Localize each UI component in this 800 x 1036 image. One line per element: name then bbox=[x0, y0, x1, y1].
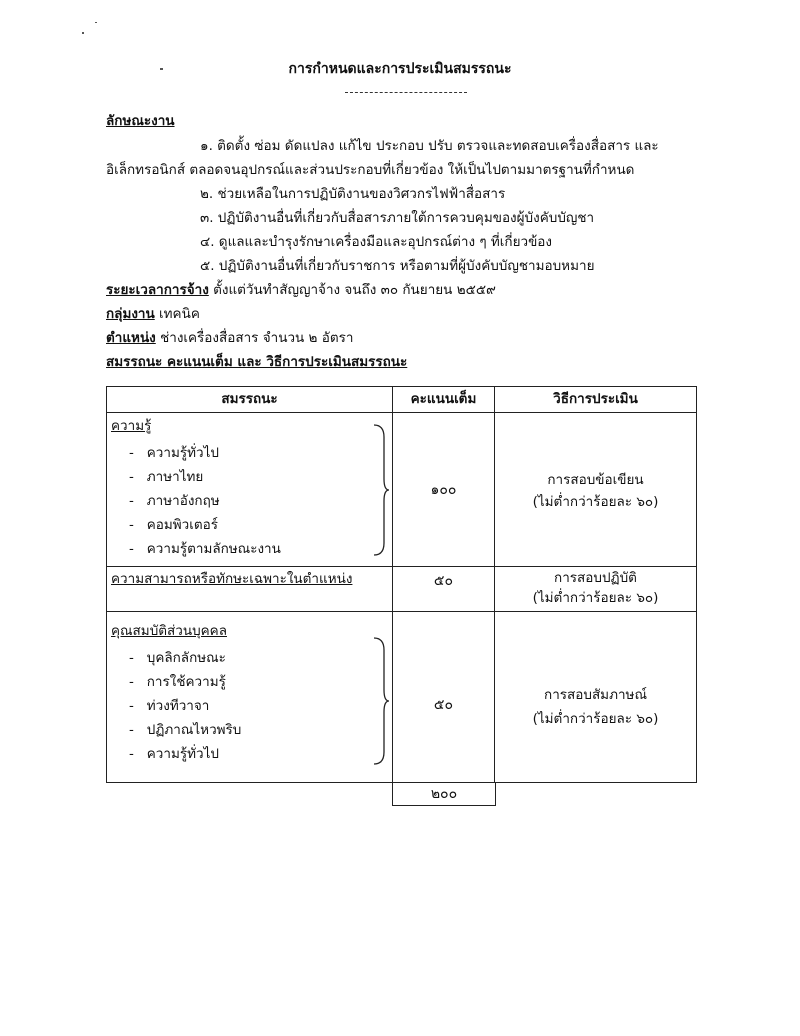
method-line-1: การสอบข้อเขียน bbox=[547, 472, 644, 488]
right-brace-icon bbox=[372, 636, 390, 766]
method-cell bbox=[495, 612, 697, 783]
table-row bbox=[107, 612, 697, 783]
total-score: ๒๐๐ bbox=[392, 783, 496, 806]
document-title: การกำหนดและการประเมินสมรรถนะ bbox=[288, 61, 512, 77]
list-item: - ความรู้ทั่วไป bbox=[129, 445, 219, 461]
scan-speck bbox=[82, 32, 84, 34]
work-group-label: กลุ่มงาน bbox=[106, 306, 155, 322]
full-score: ๕๐ bbox=[433, 573, 454, 589]
list-item: - คอมพิวเตอร์ bbox=[129, 517, 219, 533]
method-line-1: การสอบสัมภาษณ์ bbox=[544, 687, 647, 703]
employment-period-value: ตั้งแต่วันทำสัญญาจ้าง จนถึง ๓๐ กันยายน ๒๕๕๙ bbox=[213, 282, 496, 298]
header-method: วิธีการประเมิน bbox=[495, 387, 697, 413]
job-item-3: ๓. ปฏิบัติงานอื่นที่เกี่ยวกับสื่อสารภายใต้การควบคุมของผู้บังคับบัญชา bbox=[200, 210, 595, 226]
scan-speck bbox=[95, 22, 97, 23]
employment-period bbox=[106, 281, 496, 299]
score-cell bbox=[393, 567, 495, 612]
table-row bbox=[107, 567, 697, 612]
table-header-row bbox=[107, 387, 697, 413]
job-item-1-line-1: ๑. ติดตั้ง ซ่อม ดัดแปลง แก้ไข ประกอบ ปรับ ตรวจและทดสอบเครื่องสื่อสาร และ bbox=[200, 138, 659, 154]
method-line-1: การสอบปฏิบัติ bbox=[554, 570, 637, 586]
full-score: ๑๐๐ bbox=[430, 482, 457, 498]
list-item: - ภาษาอังกฤษ bbox=[129, 493, 220, 509]
job-item-2: ๒. ช่วยเหลือในการปฏิบัติงานของวิศวกรไฟฟ้าสื่อสาร bbox=[200, 186, 506, 202]
method-line-2: (ไม่ต่ำกว่าร้อยละ ๖๐) bbox=[532, 711, 659, 727]
competency-cell bbox=[107, 413, 393, 567]
title-divider bbox=[345, 92, 467, 93]
category-label: ความรู้ bbox=[111, 418, 152, 434]
competency-cell bbox=[107, 567, 393, 612]
competency-heading: สมรรถนะ คะแนนเต็ม และ วิธีการประเมินสมรรถนะ bbox=[106, 354, 408, 370]
position bbox=[106, 329, 353, 347]
competency-cell bbox=[107, 612, 393, 783]
right-brace-icon bbox=[372, 423, 390, 557]
job-item-4: ๔. ดูแลและบำรุงรักษาเครื่องมือและอุปกรณ์ต่าง ๆ ที่เกี่ยวข้อง bbox=[200, 234, 552, 250]
category-label: คุณสมบัติส่วนบุคคล bbox=[111, 623, 227, 639]
job-item-1-line-2: อิเล็กทรอนิกส์ ตลอดจนอุปกรณ์และส่วนประกอบที่เกี่ยวข้อง ให้เป็นไปตามมาตรฐานที่กำหนด bbox=[106, 162, 635, 178]
employment-period-label: ระยะเวลาการจ้าง bbox=[106, 282, 209, 298]
score-cell bbox=[393, 612, 495, 783]
position-value: ช่างเครื่องสื่อสาร จำนวน ๒ อัตรา bbox=[160, 330, 354, 346]
list-item: - ภาษาไทย bbox=[129, 469, 204, 485]
job-description-heading: ลักษณะงาน bbox=[106, 113, 175, 129]
header-full-score: คะแนนเต็ม bbox=[393, 387, 495, 413]
list-item: - ท่วงทีวาจา bbox=[129, 698, 210, 714]
method-line-2: (ไม่ต่ำกว่าร้อยละ ๖๐) bbox=[532, 494, 659, 510]
work-group-value: เทคนิค bbox=[159, 306, 200, 322]
full-score: ๕๐ bbox=[433, 697, 454, 713]
competency-table bbox=[106, 386, 697, 783]
job-item-5: ๕. ปฏิบัติงานอื่นที่เกี่ยวกับราชการ หรือตามที่ผู้บังคับบัญชามอบหมาย bbox=[200, 258, 595, 274]
header-competency: สมรรถนะ bbox=[107, 387, 393, 413]
list-item: - ความรู้ทั่วไป bbox=[129, 746, 219, 762]
list-item: - ความรู้ตามลักษณะงาน bbox=[129, 541, 281, 557]
method-line-2: (ไม่ต่ำกว่าร้อยละ ๖๐) bbox=[532, 590, 659, 606]
position-label: ตำแหน่ง bbox=[106, 330, 156, 346]
category-label: ความสามารถหรือทักษะเฉพาะในตำแหน่ง bbox=[111, 571, 353, 587]
list-item: - บุคลิกลักษณะ bbox=[129, 650, 226, 666]
score-cell bbox=[393, 413, 495, 567]
list-item: - ปฏิภาณไหวพริบ bbox=[129, 722, 242, 738]
method-cell bbox=[495, 413, 697, 567]
work-group bbox=[106, 305, 200, 323]
table-row bbox=[107, 413, 697, 567]
list-item: - การใช้ความรู้ bbox=[129, 674, 226, 690]
method-cell bbox=[495, 567, 697, 612]
